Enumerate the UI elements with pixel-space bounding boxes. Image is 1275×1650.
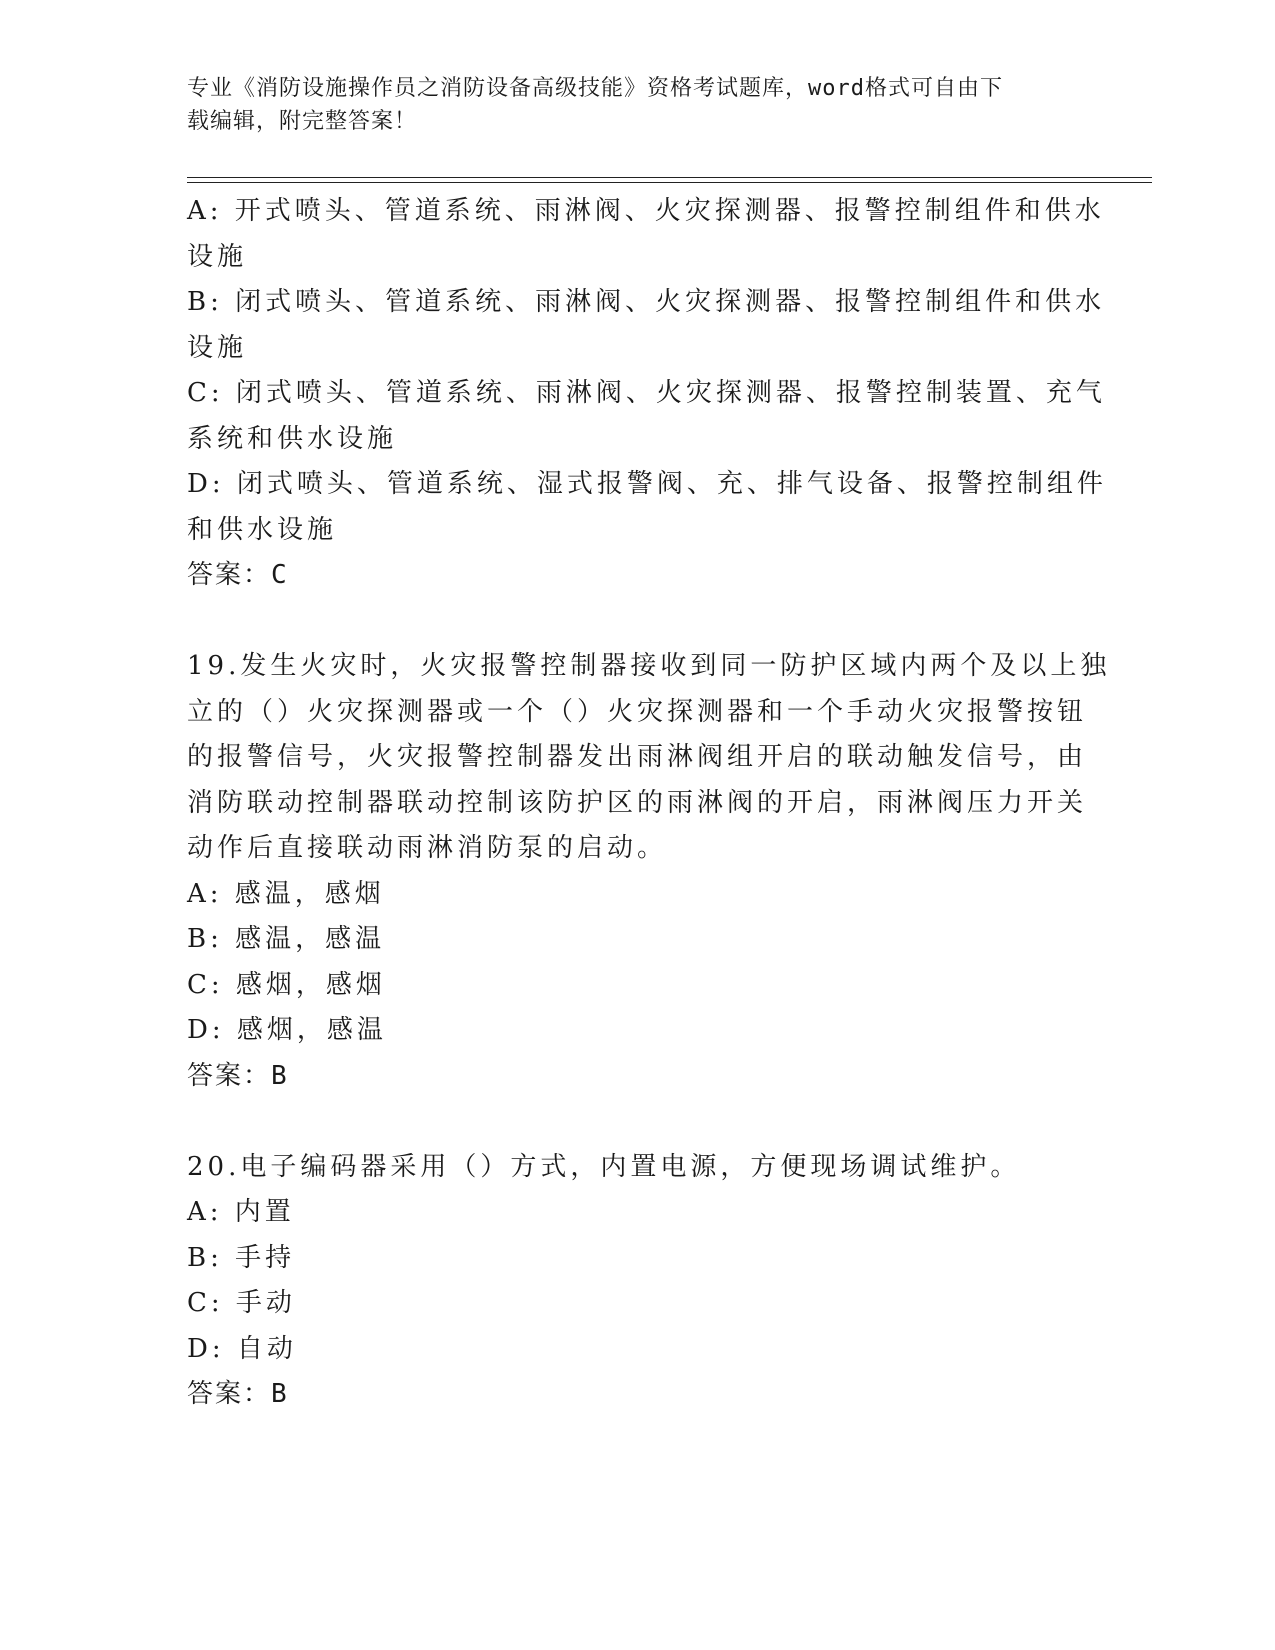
answer-line: 答案：C [187,560,289,590]
question-stem-line-1: 19.发生火灾时，火灾报警控制器接收到同一防护区域内两个及以上独 [187,651,1111,681]
option-b-line-2: 设施 [187,332,248,363]
header-divider-bottom [187,182,1152,183]
header-line-1: 专业《消防设施操作员之消防设备高级技能》资格考试题库，word格式可自由下 [187,76,1003,101]
option-b: B: 手持 [187,1242,296,1273]
header-divider-top [187,177,1152,178]
option-d-line-2: 和供水设施 [187,514,338,545]
question-stem-line-4: 消防联动控制器联动控制该防护区的雨淋阀的开启，雨淋阀压力开关 [187,787,1088,818]
question-18-options [187,189,1107,599]
option-b: B: 感温，感温 [187,924,386,954]
option-d-line-1: D: 闭式喷头、管道系统、湿式报警阀、充、排气设备、报警控制组件 [187,469,1107,499]
question-stem-line-3: 的报警信号，火灾报警控制器发出雨淋阀组开启的联动触发信号，由 [187,742,1088,772]
option-a: A: 内置 [187,1197,295,1227]
option-c: C: 感烟，感烟 [187,969,386,1000]
option-c-line-2: 系统和供水设施 [187,423,398,454]
option-c-line-1: C: 闭式喷头、管道系统、雨淋阀、火灾探测器、报警控制装置、充气 [187,378,1106,408]
option-d: D: 自动 [187,1333,297,1364]
option-a: A: 感温，感烟 [187,878,385,909]
spacer [187,1099,1067,1145]
answer-line: 答案：B [187,1060,289,1091]
question-stem-line-5: 动作后直接联动雨淋消防泵的启动。 [187,833,668,863]
answer-line: 答案：B [187,1379,289,1409]
question-stem-line-2: 立的（）火灾探测器或一个（）火灾探测器和一个手动火灾报警按钮 [187,696,1088,727]
document-body [187,189,1111,1418]
question-stem-line-1: 20.电子编码器采用（）方式，内置电源，方便现场调试维护。 [187,1151,1021,1182]
question-19 [187,644,1111,1099]
header-line-2: 载编辑，附完整答案！ [187,109,418,134]
option-a-line-2: 设施 [187,241,248,272]
spacer [187,599,1067,645]
document-header [187,72,1067,138]
option-d: D: 感烟，感温 [187,1015,387,1045]
option-b-line-1: B: 闭式喷头、管道系统、雨淋阀、火灾探测器、报警控制组件和供水 [187,287,1106,317]
question-20 [187,1145,1067,1418]
option-c: C: 手动 [187,1288,296,1318]
option-a-line-1: A: 开式喷头、管道系统、雨淋阀、火灾探测器、报警控制组件和供水 [187,196,1105,226]
